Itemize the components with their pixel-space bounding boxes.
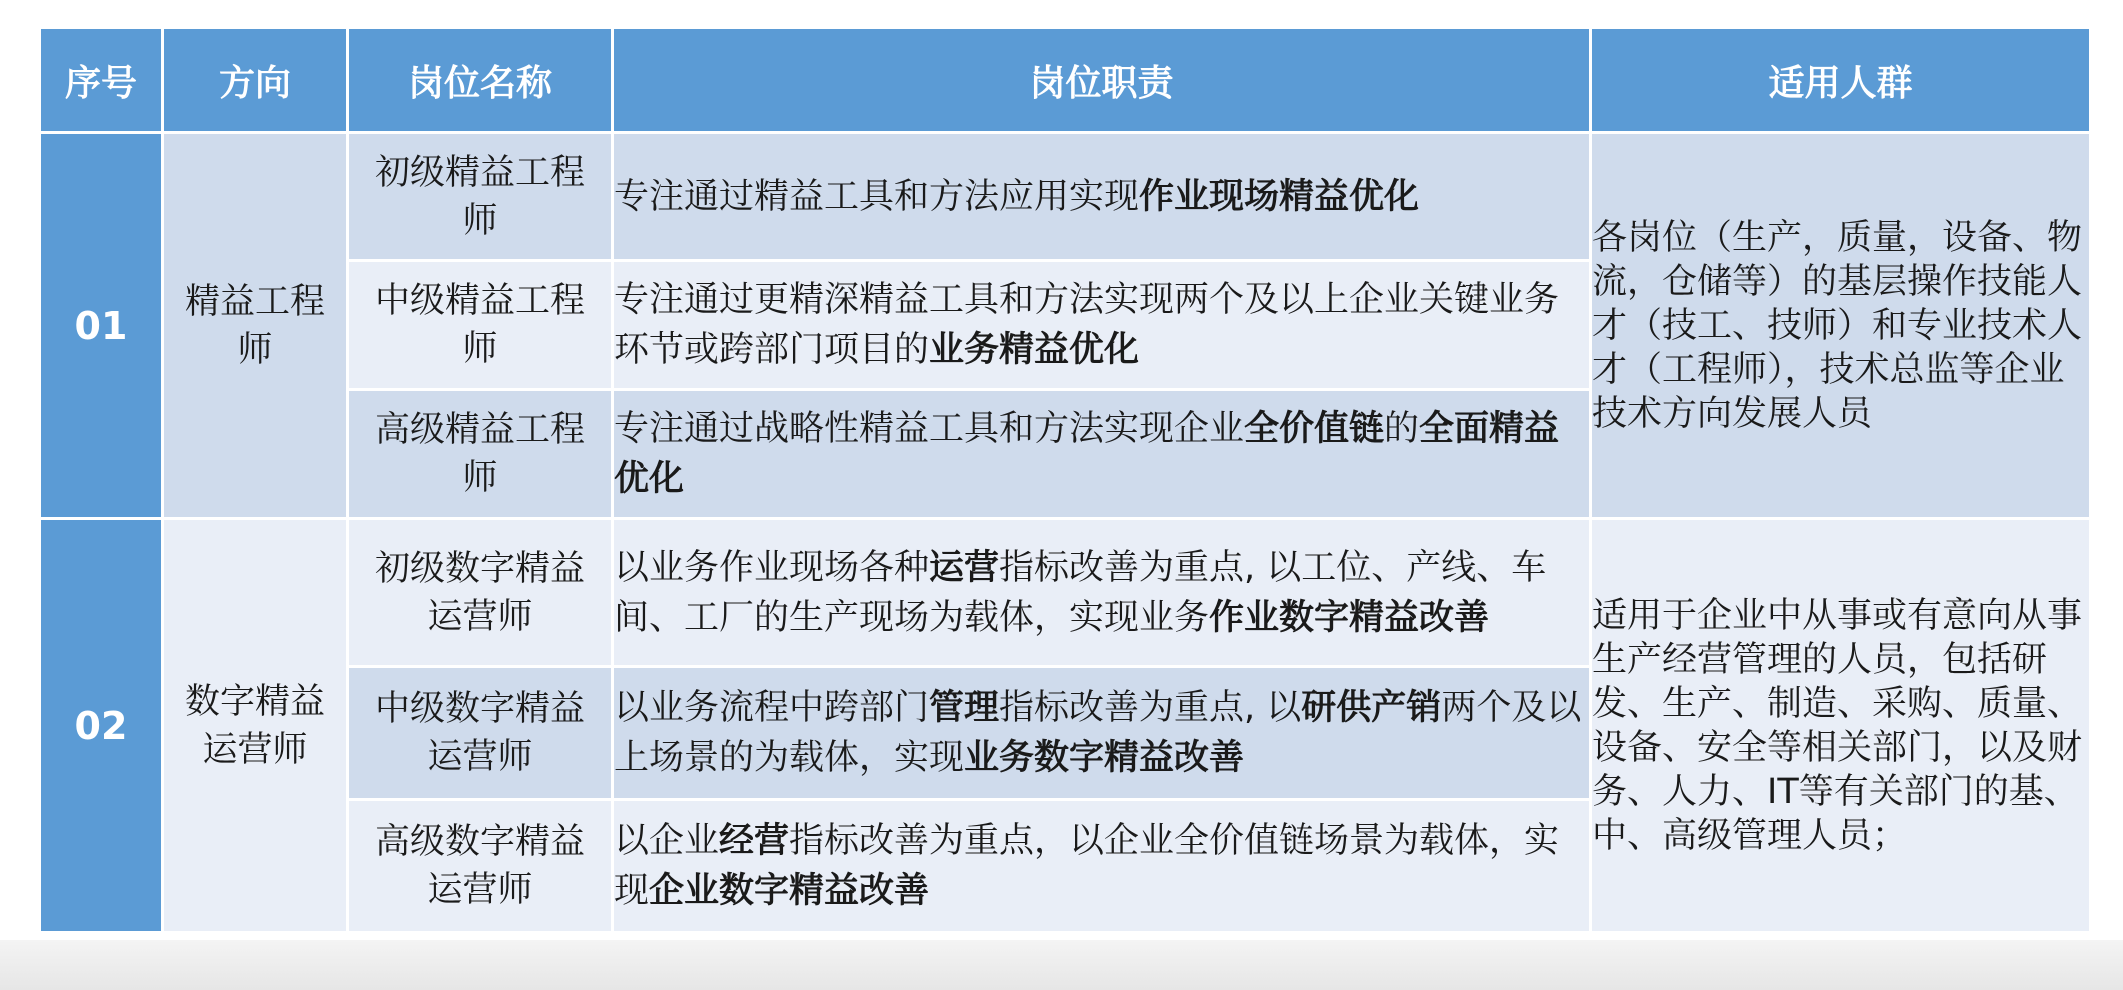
position-title: 中级精益工程师 bbox=[348, 261, 613, 390]
position-duty bbox=[613, 667, 1591, 800]
duty-emphasis: 作业数字精益改善 bbox=[1209, 597, 1490, 638]
duty-emphasis: 业务数字精益改善 bbox=[964, 738, 1245, 778]
group-direction: 精益工程师 bbox=[163, 133, 348, 519]
header-direction: 方向 bbox=[163, 28, 348, 133]
table-row bbox=[40, 133, 2091, 261]
group-audience: 适用于企业中从事或有意向从事生产经营管理的人员，包括研发、生产、制造、采购、质量、设备、安全等相关部门，以及财务、人力、IT等有关部门的基、中、高级管理人员； bbox=[1591, 519, 2091, 933]
position-title: 高级精益工程师 bbox=[348, 390, 613, 519]
duty-text: 专注通过更精深精益工具和方法实现两个及以上企业关键业务环节或跨部门项目的 bbox=[614, 280, 1560, 370]
position-duty bbox=[613, 519, 1591, 667]
position-duty bbox=[613, 261, 1591, 390]
duty-text: 指标改善为重点, 以 bbox=[999, 688, 1302, 728]
header-position: 岗位名称 bbox=[348, 28, 613, 133]
header-duty: 岗位职责 bbox=[613, 28, 1591, 133]
duty-emphasis: 经营 bbox=[719, 821, 790, 861]
duty-emphasis: 运营 bbox=[929, 547, 1000, 588]
group-direction: 数字精益运营师 bbox=[163, 519, 348, 933]
duty-text: 以业务作业现场各种 bbox=[614, 547, 930, 588]
position-duty bbox=[613, 390, 1591, 519]
duty-emphasis: 全面精益优化 bbox=[614, 409, 1560, 499]
duty-emphasis: 全价值链 bbox=[1244, 409, 1385, 449]
page-bottom-shadow bbox=[0, 940, 2123, 990]
position-title: 初级精益工程师 bbox=[348, 133, 613, 261]
duty-emphasis: 业务精益优化 bbox=[929, 330, 1140, 370]
duty-emphasis: 企业数字精益改善 bbox=[649, 871, 930, 911]
duty-emphasis: 管理 bbox=[929, 688, 1000, 728]
duty-text: 的 bbox=[1384, 409, 1420, 449]
header-audience: 适用人群 bbox=[1591, 28, 2091, 133]
duty-text: 专注通过战略性精益工具和方法实现企业 bbox=[614, 409, 1245, 449]
duty-text: 指标改善为重点, 以工位、产线、车间、工厂的生产现场为载体，实现业务 bbox=[614, 547, 1547, 638]
header-number: 序号 bbox=[40, 28, 163, 133]
group-number: 01 bbox=[40, 133, 163, 519]
group-number: 02 bbox=[40, 519, 163, 933]
career-path-table bbox=[38, 26, 2092, 934]
duty-text: 专注通过精益工具和方法应用实现 bbox=[614, 176, 1140, 217]
table-row bbox=[40, 519, 2091, 667]
duty-emphasis: 作业现场精益优化 bbox=[1139, 176, 1420, 217]
duty-emphasis: 研供产销 bbox=[1301, 688, 1442, 728]
position-duty bbox=[613, 800, 1591, 933]
position-title: 中级数字精益运营师 bbox=[348, 667, 613, 800]
duty-text: 两个及以上场景的为载体，实现 bbox=[614, 688, 1582, 778]
position-title: 高级数字精益运营师 bbox=[348, 800, 613, 933]
position-duty bbox=[613, 133, 1591, 261]
duty-text: 以业务流程中跨部门 bbox=[614, 688, 930, 728]
group-audience: 各岗位（生产，质量，设备、物流，仓储等）的基层操作技能人才（技工、技师）和专业技术人才（工程师），技术总监等企业技术方向发展人员 bbox=[1591, 133, 2091, 519]
duty-text: 以企业 bbox=[614, 821, 720, 861]
position-title: 初级数字精益运营师 bbox=[348, 519, 613, 667]
duty-text: 指标改善为重点，以企业全价值链场景为载体，实现 bbox=[614, 821, 1560, 911]
header-row bbox=[40, 28, 2091, 133]
